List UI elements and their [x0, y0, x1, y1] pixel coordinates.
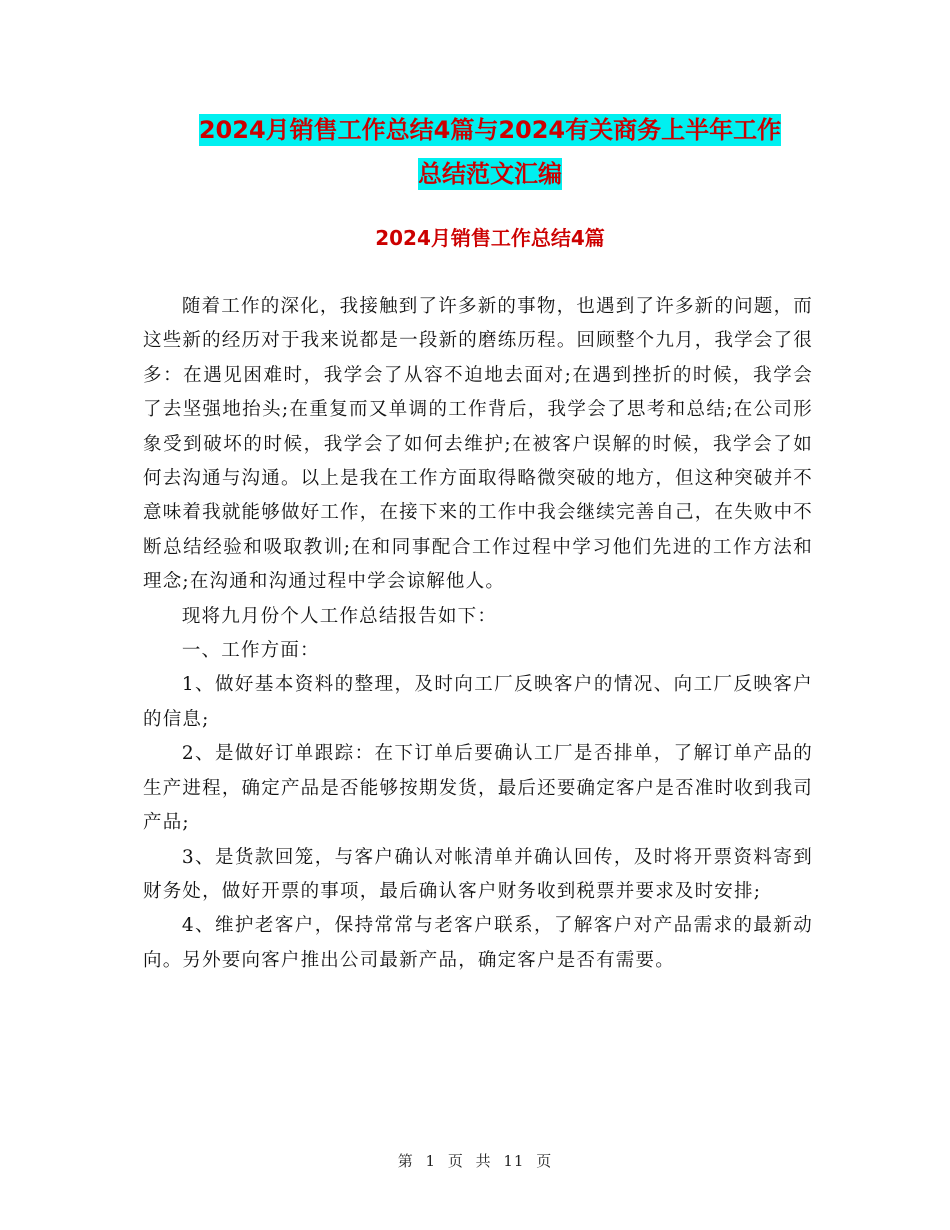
paragraph-item-4: 4、维护老客户，保持常常与老客户联系，了解客户对产品需求的最新动向。另外要向客户推出公司最新产品，确定客户是否有需要。: [143, 915, 813, 971]
paragraph-heading-work: 一、工作方面：: [181, 640, 320, 662]
paragraph-item-2: 2、是做好订单跟踪：在下订单后要确认工厂是否排单，了解订单产品的生产进程，确定产品是否能够按期发货，最后还要确定客户是否准时收到我司产品;: [143, 743, 813, 834]
page-footer: 第 1 页 共 11 页: [397, 1152, 553, 1170]
document-body: [143, 290, 813, 978]
section-title: 2024月销售工作总结4篇: [375, 226, 605, 250]
paragraph-item-1: 1、做好基本资料的整理，及时向工厂反映客户的情况、向工厂反映客户的信息;: [143, 674, 813, 730]
paragraph-item-3: 3、是货款回笼，与客户确认对帐清单并确认回传，及时将开票资料寄到财务处，做好开票的事项，最后确认客户财务收到税票并要求及时安排;: [143, 846, 813, 902]
document-title-line-2: 总结范文汇编: [418, 160, 562, 188]
paragraph-report-intro: 现将九月份个人工作总结报告如下：: [181, 605, 498, 627]
document-title: [150, 108, 830, 196]
paragraph-intro: 随着工作的深化，我接触到了许多新的事物，也遇到了许多新的问题，而这些新的经历对于我来说都是一段新的磨练历程。回顾整个九月，我学会了很多：在遇见困难时，我学会了从容不迫地去面对;在遇到挫折的时候，我学会了去坚强地抬头;在重复而又单调的工作背后，我学会了思考和总结;在公司形象受到破坏的时候，我学会了如何去维护;在被客户误解的时候，我学会了如何去沟通与沟通。以上是我在工作方面取得略微突破的地方，但这种突破并不意味着我就能够做好工作，在接下来的工作中我会继续完善自己，在失败中不断总结经验和吸取教训;在和同事配合工作过程中学习他们先进的工作方法和理念;在沟通和沟通过程中学会谅解他人。: [143, 296, 813, 593]
document-title-line-1: 2024月销售工作总结4篇与2024有关商务上半年工作: [198, 116, 782, 144]
